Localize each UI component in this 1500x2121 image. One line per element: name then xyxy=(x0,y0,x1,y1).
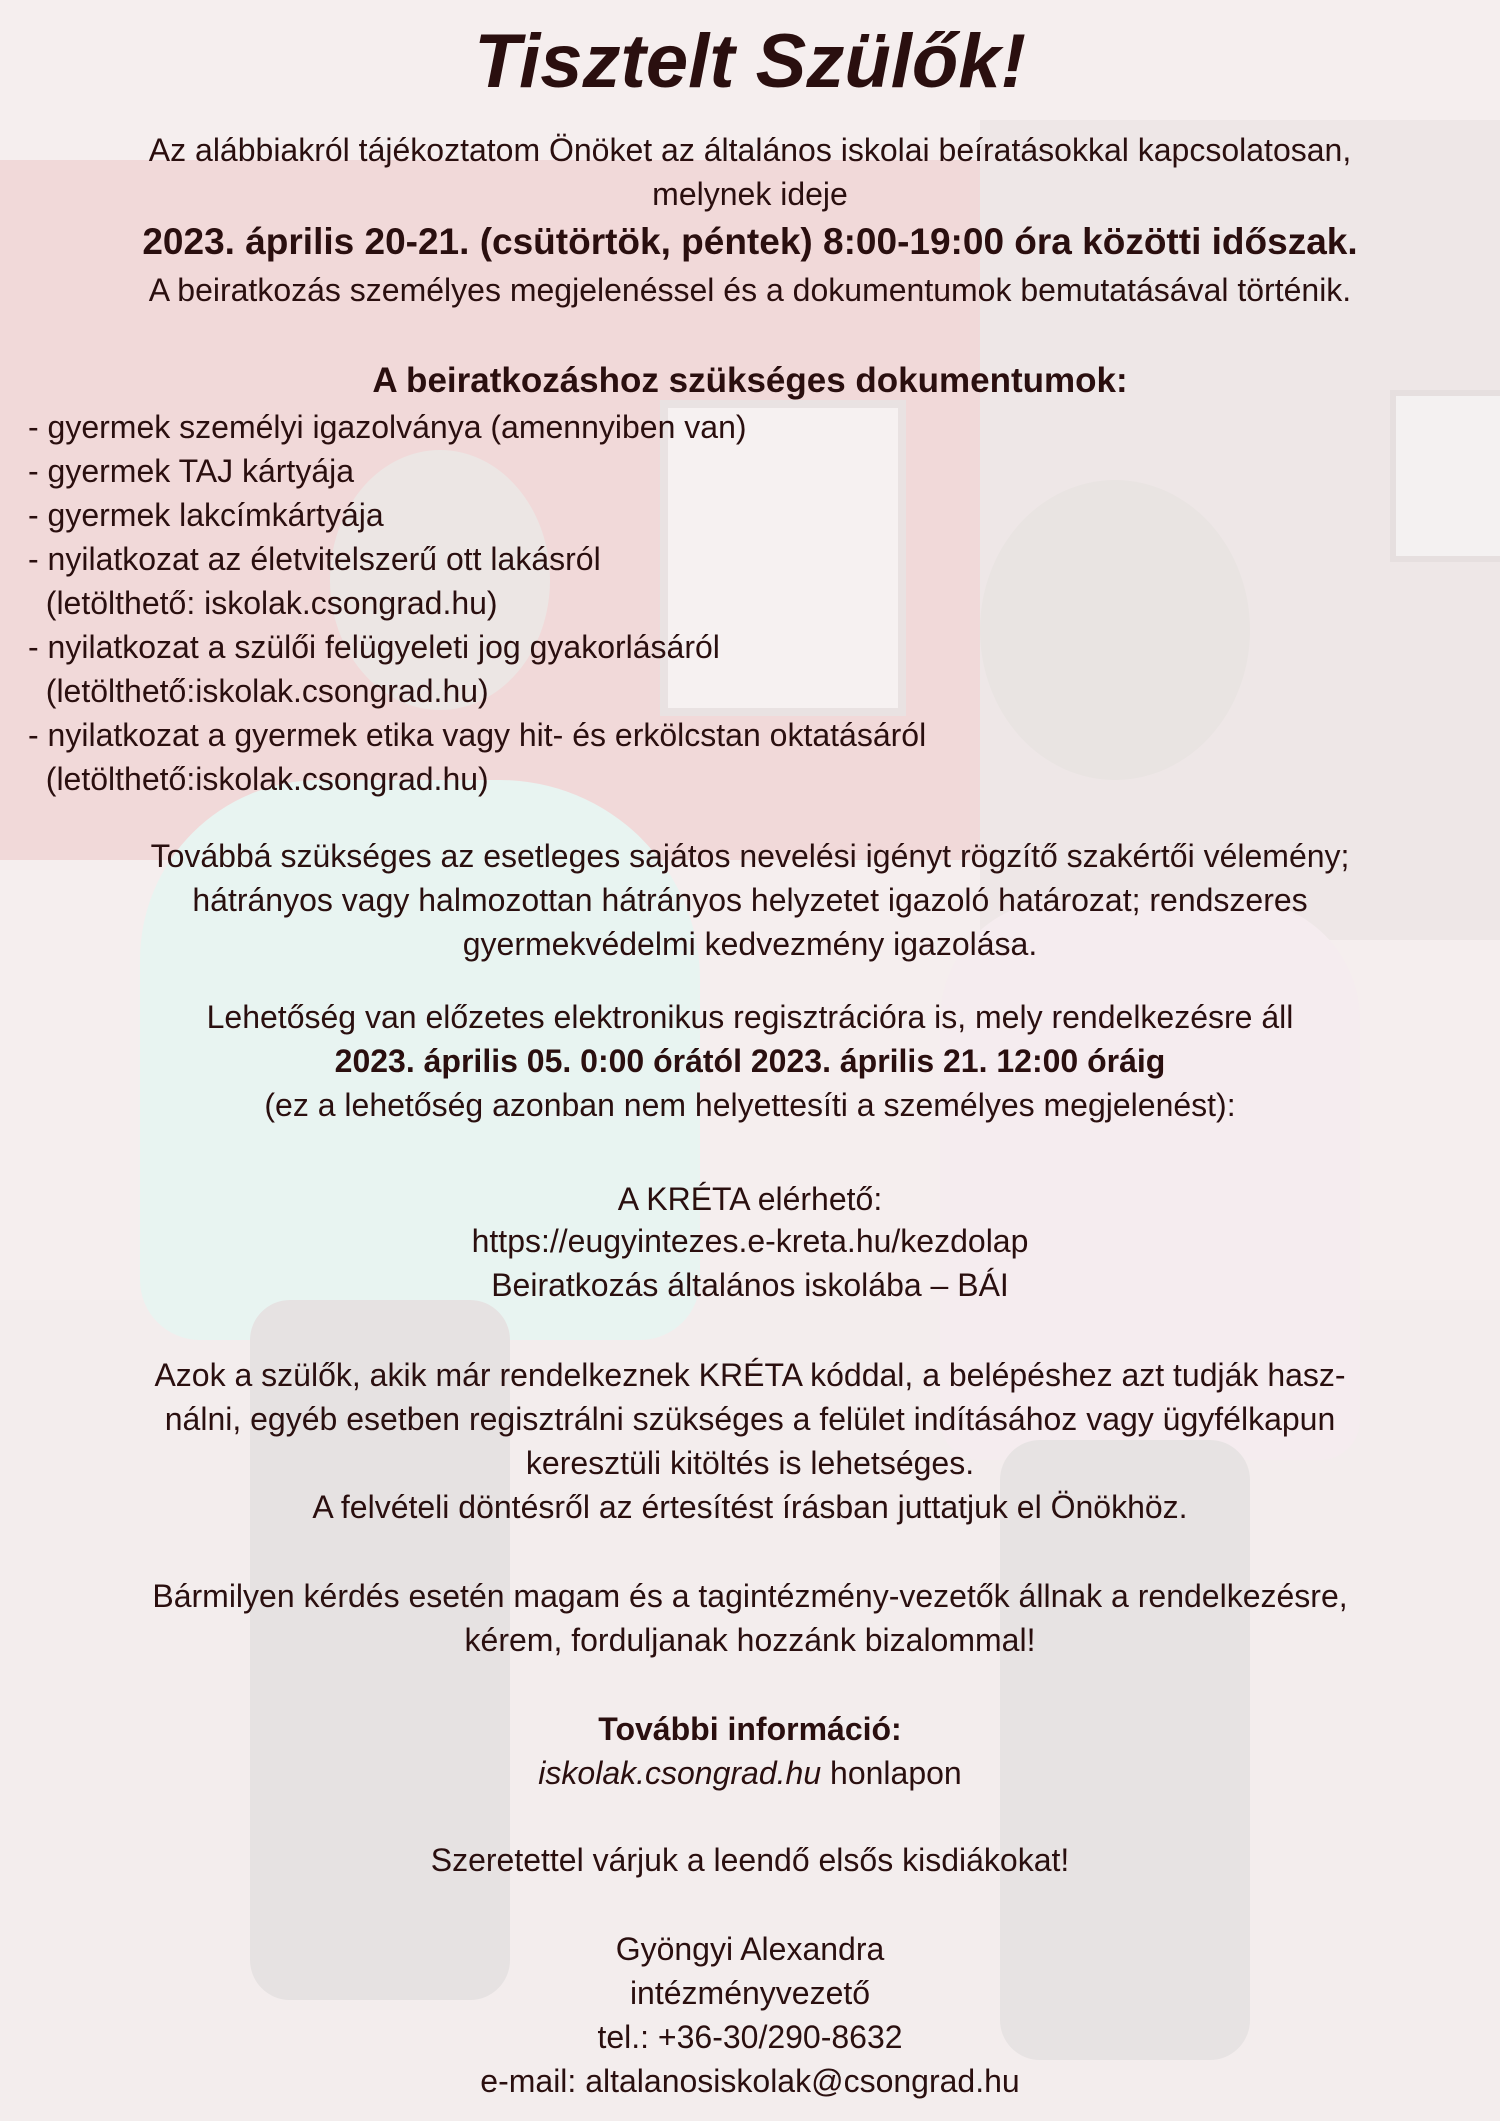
signature-role: intézményvezető xyxy=(629,1975,871,2011)
document-item: - nyilatkozat az életvitelszerű ott lakásról xyxy=(28,541,601,577)
decision-info-line: A felvételi döntésről az értesítést írásban juttatjuk el Önökhöz. xyxy=(312,1489,1188,1525)
enrollment-date: 2023. április 20-21. (csütörtök, péntek) 8:00-19:00 óra közötti időszak. xyxy=(142,221,1358,262)
online-registration-line: Lehetőség van előzetes elektronikus regisztrációra is, mely rendelkezésre áll xyxy=(206,999,1294,1035)
extra-requirements-line: Továbbá szükséges az esetleges sajátos nevelési igényt rögzítő szakértői vélemény; xyxy=(150,838,1350,874)
documents-heading: A beiratkozáshoz szükséges dokumentumok: xyxy=(372,361,1128,400)
online-registration-line: (ez a lehetőség azonban nem helyettesíti a személyes megjelenést): xyxy=(264,1087,1236,1123)
more-info-line xyxy=(0,1751,1500,1795)
intro-line: Az alábbiakról tájékoztatom Önöket az általános iskolai beíratásokkal kapcsolatosan, xyxy=(148,132,1352,168)
login-info-line: Azok a szülők, akik már rendelkeznek KRÉTA kóddal, a belépéshez azt tudják hasz- xyxy=(154,1357,1346,1393)
login-info-line: keresztüli kitöltés is lehetséges. xyxy=(525,1445,975,1481)
kreta-service: Beiratkozás általános iskolába – BÁI xyxy=(491,1267,1009,1303)
document-item: - gyermek TAJ kártyája xyxy=(28,453,355,489)
signature-name: Gyöngyi Alexandra xyxy=(615,1931,885,1967)
document-item: - nyilatkozat a szülői felügyeleti jog gyakorlásáról xyxy=(28,629,720,665)
questions-line: Bármilyen kérdés esetén magam és a tagintézmény-vezetők állnak a rendelkezésre, xyxy=(152,1578,1348,1614)
document-item: - gyermek személyi igazolványa (amennyiben van) xyxy=(28,409,747,445)
welcome-line: Szeretettel várjuk a leendő elsős kisdiákokat! xyxy=(430,1842,1070,1878)
document-item: (letölthető:iskolak.csongrad.hu) xyxy=(28,673,489,709)
kreta-url[interactable]: https://eugyintezes.e-kreta.hu/kezdolap xyxy=(471,1223,1029,1259)
signature-phone: tel.: +36-30/290-8632 xyxy=(597,2019,903,2055)
signature-email[interactable]: e-mail: altalanosiskolak@csongrad.hu xyxy=(480,2063,1020,2099)
online-registration-dates: 2023. április 05. 0:00 órától 2023. április 21. 12:00 óráig xyxy=(334,1043,1166,1079)
document-item: (letölthető: iskolak.csongrad.hu) xyxy=(28,585,498,621)
website-link[interactable]: iskolak.csongrad.hu xyxy=(538,1755,822,1791)
website-suffix: honlapon xyxy=(821,1755,962,1791)
extra-requirements-line: gyermekvédelmi kedvezmény igazolása. xyxy=(462,926,1038,962)
login-info-line: nálni, egyéb esetben regisztrálni szükséges a felület indításához vagy ügyfélkapun xyxy=(164,1401,1336,1437)
document-item: - nyilatkozat a gyermek etika vagy hit- és erkölcstan oktatásáról xyxy=(28,717,927,753)
document-item: (letölthető:iskolak.csongrad.hu) xyxy=(28,761,489,797)
more-info-heading: További információ: xyxy=(598,1711,902,1747)
page-title: Tisztelt Szülők! xyxy=(474,19,1026,104)
kreta-label: A KRÉTA elérhető: xyxy=(617,1181,883,1217)
questions-line: kérem, forduljanak hozzánk bizalommal! xyxy=(464,1622,1036,1658)
extra-requirements-line: hátrányos vagy halmozottan hátrányos helyzetet igazoló határozat; rendszeres xyxy=(192,882,1308,918)
intro-line: melynek ideje xyxy=(652,176,848,212)
document-item: - gyermek lakcímkártyája xyxy=(28,497,384,533)
intro-line: A beiratkozás személyes megjelenéssel és a dokumentumok bemutatásával történik. xyxy=(148,272,1352,308)
